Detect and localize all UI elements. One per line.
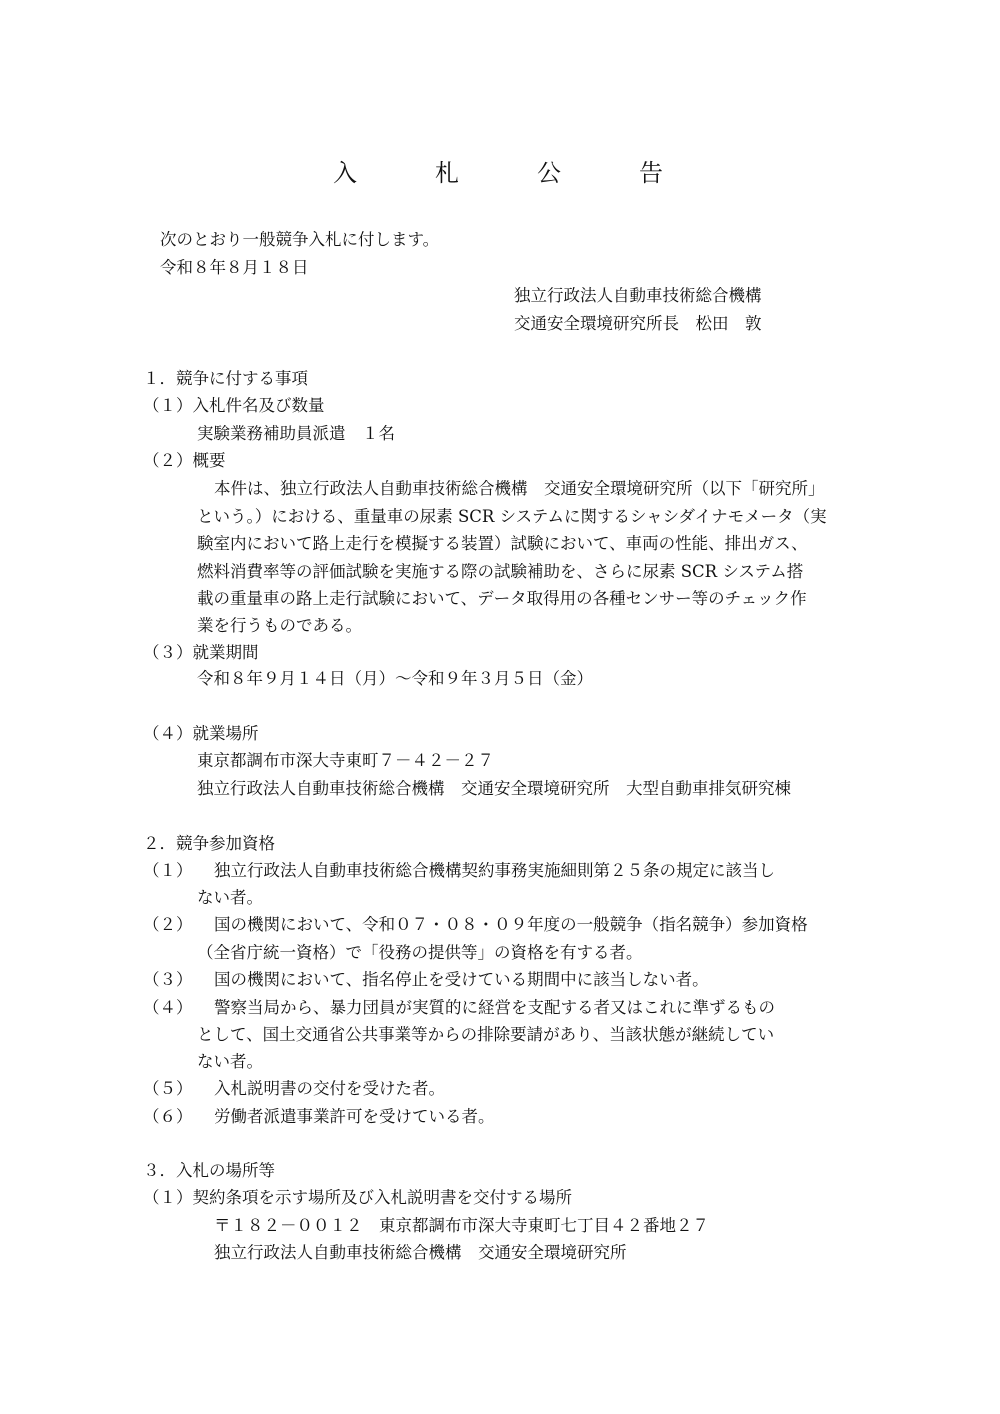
- section-1-item-3-label: （３）就業期間: [143, 643, 259, 662]
- section-1-item-1-label: （１）入札件名及び数量: [143, 396, 325, 415]
- section-1-item-4-label: （４）就業場所: [143, 724, 259, 743]
- bid-location-organization: 独立行政法人自動車技術総合機構 交通安全環境研究所: [214, 1243, 627, 1262]
- qualification-text: ない者。: [197, 888, 263, 907]
- issuer-organization: 独立行政法人自動車技術総合機構: [514, 286, 762, 305]
- qualification-text: ない者。: [197, 1052, 263, 1071]
- qualification-text: として、国土交通省公共事業等からの排除要請があり、当該状態が継続してい: [197, 1025, 775, 1044]
- qualification-number: （２）: [143, 915, 193, 934]
- title-char-4: 告: [639, 159, 663, 187]
- section-3-heading: ３．入札の場所等: [143, 1161, 275, 1180]
- qualification-text: 警察当局から、暴力団員が実質的に経営を支配する者又はこれに準ずるもの: [214, 998, 775, 1017]
- overview-line: 燃料消費率等の評価試験を実施する際の試験補助を、さらに尿素 SCR システム搭: [197, 562, 804, 581]
- qualification-text: 独立行政法人自動車技術総合機構契約事務実施細則第２５条の規定に該当し: [214, 861, 775, 880]
- work-location-building: 独立行政法人自動車技術総合機構 交通安全環境研究所 大型自動車排気研究棟: [197, 779, 791, 798]
- qualification-number: （６）: [143, 1107, 193, 1126]
- section-1-heading: １．競争に付する事項: [143, 369, 308, 388]
- qualification-text: 国の機関において、令和０７・０８・０９年度の一般競争（指名競争）参加資格: [214, 915, 808, 934]
- title-char-3: 公: [537, 159, 561, 187]
- overview-line: 載の重量車の路上走行試験において、データ取得用の各種センサー等のチェック作: [197, 589, 807, 608]
- qualification-number: （５）: [143, 1079, 193, 1098]
- work-location-address: 東京都調布市深大寺東町７－４２－２７: [197, 751, 494, 770]
- section-1-item-1-text: 実験業務補助員派遣 １名: [197, 424, 395, 443]
- overview-line: という。）における、重量車の尿素 SCR システムに関するシャシダイナモメータ（実: [197, 507, 827, 526]
- qualification-number: （３）: [143, 970, 193, 989]
- bid-location-address: 〒１８２－００１２ 東京都調布市深大寺東町七丁目４２番地２７: [214, 1216, 709, 1235]
- employment-period: 令和８年９月１４日（月）～令和９年３月５日（金）: [197, 669, 593, 688]
- intro-text: 次のとおり一般競争入札に付します。: [160, 230, 440, 249]
- title-char-1: 入: [333, 159, 357, 187]
- qualification-text: 入札説明書の交付を受けた者。: [214, 1079, 445, 1098]
- section-2-heading: ２．競争参加資格: [143, 834, 275, 853]
- qualification-number: （４）: [143, 998, 193, 1017]
- title-char-2: 札: [435, 159, 459, 187]
- issuer-person: 交通安全環境研究所長 松田 敦: [514, 314, 762, 333]
- qualification-text: 労働者派遣事業許可を受けている者。: [214, 1107, 495, 1126]
- qualification-text: （全省庁統一資格）で「役務の提供等」の資格を有する者。: [197, 943, 643, 962]
- section-3-item-1-label: （１）契約条項を示す場所及び入札説明書を交付する場所: [143, 1188, 572, 1207]
- overview-line: 本件は、独立行政法人自動車技術総合機構 交通安全環境研究所（以下「研究所」: [214, 479, 825, 498]
- section-1-item-2-label: （２）概要: [143, 451, 226, 470]
- overview-line: 験室内において路上走行を模擬する装置）試験において、車両の性能、排出ガス、: [197, 534, 808, 553]
- qualification-number: （１）: [143, 861, 193, 880]
- overview-line: 業を行うものである。: [197, 616, 362, 635]
- notice-date: 令和８年８月１８日: [160, 258, 309, 277]
- qualification-text: 国の機関において、指名停止を受けている期間中に該当しない者。: [214, 970, 709, 989]
